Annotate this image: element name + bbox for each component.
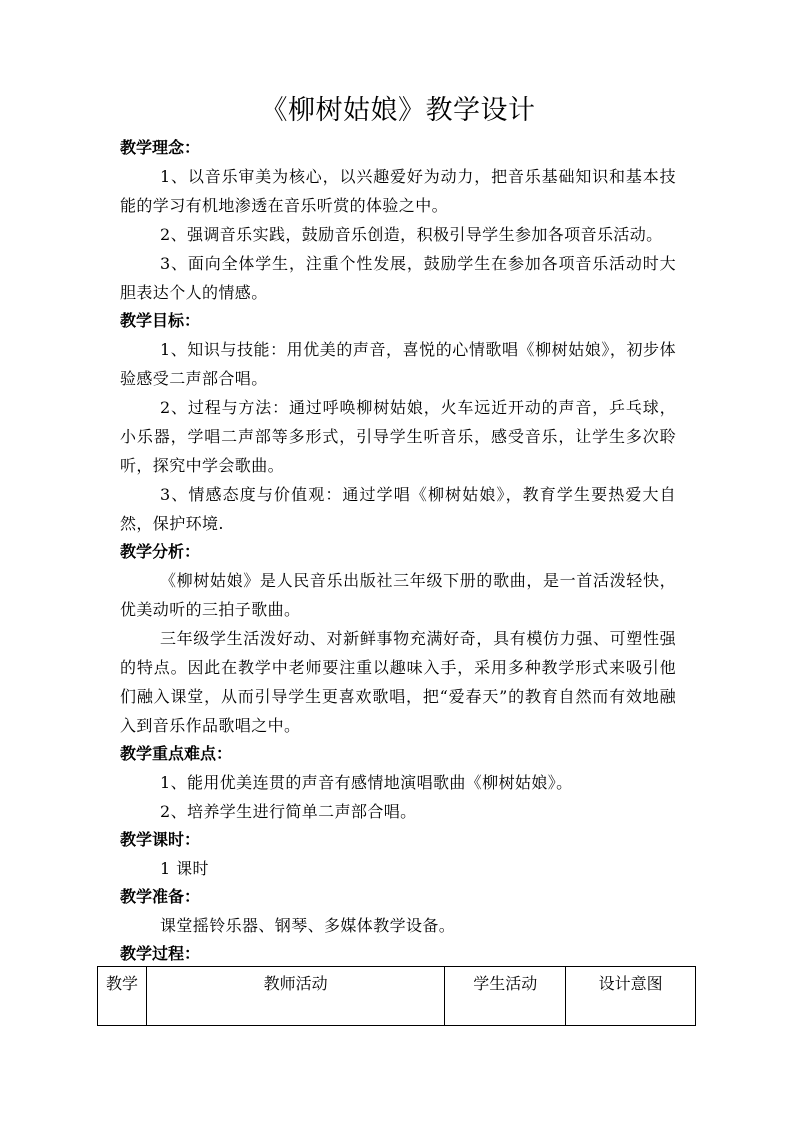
section-heading-keypoints: 教学重点难点： [120, 744, 233, 763]
document-title: 《柳树姑娘》教学设计 [260, 95, 536, 126]
table-header-student: 学生活动 [445, 967, 566, 1026]
goal-item-2: 2、过程与方法：通过呼唤柳树姑娘，火车远近开动的声音，乒乓球，小乐器，学唱二声部等多形式，引导学生听音乐，感受音乐，让学生多次聆听，探究中学会歌曲。 [120, 398, 676, 475]
keypoint-item-2: 2、培养学生进行简单二声部合唱。 [160, 802, 417, 821]
table-header-stage: 教学 [98, 967, 147, 1026]
teaching-process-table [97, 966, 696, 1026]
section-heading-hours: 教学课时： [120, 830, 201, 849]
section-heading-analysis: 教学分析： [120, 542, 201, 561]
section-heading-goals: 教学目标： [120, 311, 201, 330]
section-heading-prep: 教学准备： [120, 887, 201, 906]
prep-item-1: 课堂摇铃乐器、钢琴、多媒体教学设备。 [160, 916, 456, 935]
concept-item-1: 1、以音乐审美为核心，以兴趣爱好为动力，把音乐基础知识和基本技能的学习有机地渗透在音乐听赏的体验之中。 [120, 167, 676, 215]
hours-item-1: 1 课时 [160, 859, 209, 878]
table-header-teacher: 教师活动 [146, 967, 444, 1026]
section-heading-concept: 教学理念： [120, 138, 201, 157]
section-heading-process: 教学过程： [120, 944, 201, 963]
goal-item-1: 1、知识与技能：用优美的声音，喜悦的心情歌唱《柳树姑娘》，初步体验感受二声部合唱。 [120, 340, 676, 388]
analysis-item-2: 三年级学生活泼好动、对新鲜事物充满好奇，具有模仿力强、可塑性强的特点。因此在教学中老师要注重以趣味入手，采用多种教学形式来吸引他们融入课堂，从而引导学生更喜欢歌唱，把“爱春天”的教育自然而有效地融入到音乐作品歌唱之中。 [120, 629, 676, 735]
concept-item-3: 3、面向全体学生，注重个性发展，鼓励学生在参加各项音乐活动时大胆表达个人的情感。 [120, 254, 676, 302]
table-header-intent: 设计意图 [566, 967, 696, 1026]
document-body [120, 88, 676, 968]
goal-item-3: 3、情感态度与价值观：通过学唱《柳树姑娘》，教育学生要热爱大自然，保护环境. [120, 485, 676, 533]
table-header-row [98, 967, 696, 1026]
analysis-item-1: 《柳树姑娘》是人民音乐出版社三年级下册的歌曲，是一首活泼轻快，优美动听的三拍子歌曲。 [120, 571, 676, 619]
keypoint-item-1: 1、能用优美连贯的声音有感情地演唱歌曲《柳树姑娘》。 [160, 773, 573, 792]
concept-item-2: 2、强调音乐实践，鼓励音乐创造，积极引导学生参加各项音乐活动。 [160, 225, 663, 244]
